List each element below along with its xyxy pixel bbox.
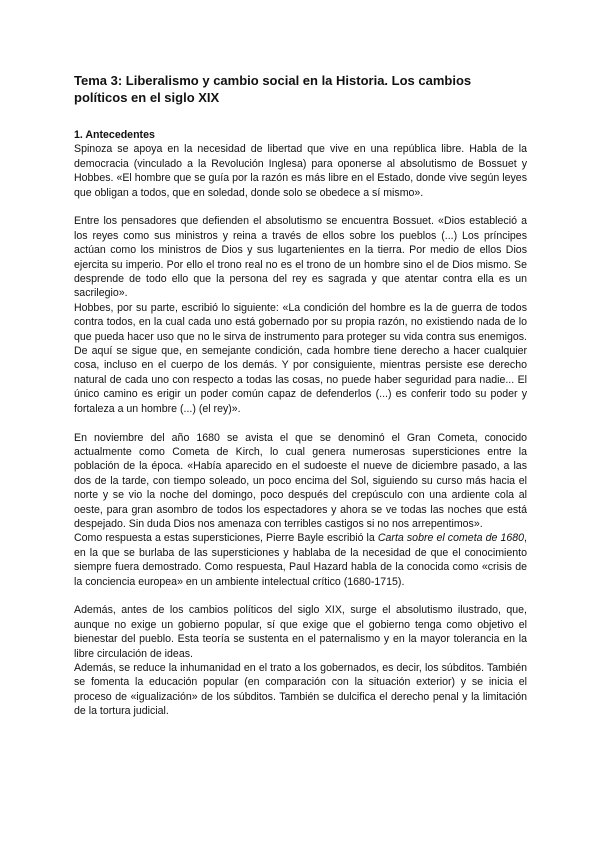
paragraph-absolutismo-ilustrado: Además, antes de los cambios políticos del siglo XIX, surge el absolutismo ilustrado, que, aunque no exige un gobierno popular, sí que exige que el gobierno tenga como objetivo el bienestar del pueblo. Esta teoría se sustenta en el paternalismo y en la mayor tolerancia en la libre circulación de ideas.: [74, 604, 527, 660]
paragraph-hobbes: Hobbes, por su parte, escribió lo siguiente: «La condición del hombre es la de guerra de todos contra todos, en la cual cada uno está gobernado por su propia razón, no existiendo nada de lo que pueda hacer uso que no le sirva de instrumento para proteger su vida contra sus enemigos. De aquí se sigue que, en semejante condición, cada hombre tiene derecho a hacer cualquier cosa, incluso en el cuerpo de los demás. Y por consiguiente, mientras persiste ese derecho natural de cada uno con respecto a todas las cosas, no puede haber seguridad para nadie... El único camino es erigir un poder común capaz de defenderlos (...) es conferir todo su poder y fortaleza a un hombre (...) (el rey)».: [74, 301, 527, 415]
bayle-text-before: Como respuesta a estas supersticiones, Pierre Bayle escribió la: [74, 532, 378, 545]
bayle-book-title: Carta sobre el cometa de 1680: [377, 532, 525, 545]
paragraph-spinoza: Spinoza se apoya en la necesidad de libertad que vive en una república libre. Habla de la democracia (vinculado a la Revolución Inglesa) para oponerse al absolutismo de Bossuet y Hobbes. «El hombre que se guía por la razón es más libre en el Estado, donde vive según leyes que obligan a todos, que en soledad, donde solo se obedece a sí mismo».: [74, 143, 527, 199]
paragraph-bossuet: Entre los pensadores que defienden el absolutismo se encuentra Bossuet. «Dios estableció a los reyes como sus ministros y reina a través de ellos sobre los pueblos (...) Los príncipes actúan como los ministros de Dios y sus lugartenientes en la tierra. Por medio de ellos Dios ejercita su imperio. Por ello el trono real no es el trono de un hombre sino el de Dios mismo. Se desprende de todo ello que la persona del rey es sagrada y que atentar contra ella es un sacrilegio».: [74, 215, 527, 300]
document-page: [74, 72, 527, 719]
section-heading: 1. Antecedentes: [74, 129, 155, 141]
paragraph-gran-cometa: En noviembre del año 1680 se avista el que se denominó el Gran Cometa, conocido actualmente como Cometa de Kirch, lo cual genera numerosas supersticiones entre la población de la época. «Había aparecido en el sudoeste el nueve de diciembre pasado, a las dos de la tarde, con tiempo soleado, un poco encima del Sol, siguiendo su curso más hacia el norte y se vio la noche del domingo, poco después del crepúsculo con una ardiente cola al oeste, para gran asombro de todos los espectadores y ahora se ve todas las noches que está despejado. Sin duda Dios nos amenaza con terribles castigos si no nos arrepentimos».: [74, 431, 527, 530]
bayle-text-after: , en la que se burlaba de las supersticiones y hablaba de la necesidad de que el conocimiento siempre fuera demostrado. Como respuesta, Paul Hazard habla de la conocida como «crisis de la conciencia europea» en un ambiente intelectual crítico (1680-1715).: [74, 532, 527, 588]
paragraph-subditos: Además, se reduce la inhumanidad en el trato a los gobernados, es decir, los súbditos. También se fomenta la educación popular (en comparación con la situación exterior) y se inicia el proceso de «igualización» de los súbditos. También se dulcifica el derecho penal y la limitación de la tortura judicial.: [74, 661, 527, 718]
document-title: Tema 3: Liberalismo y cambio social en la Historia. Los cambios políticos en el siglo XIX: [74, 73, 472, 105]
paragraph-pierre-bayle: [74, 531, 527, 589]
